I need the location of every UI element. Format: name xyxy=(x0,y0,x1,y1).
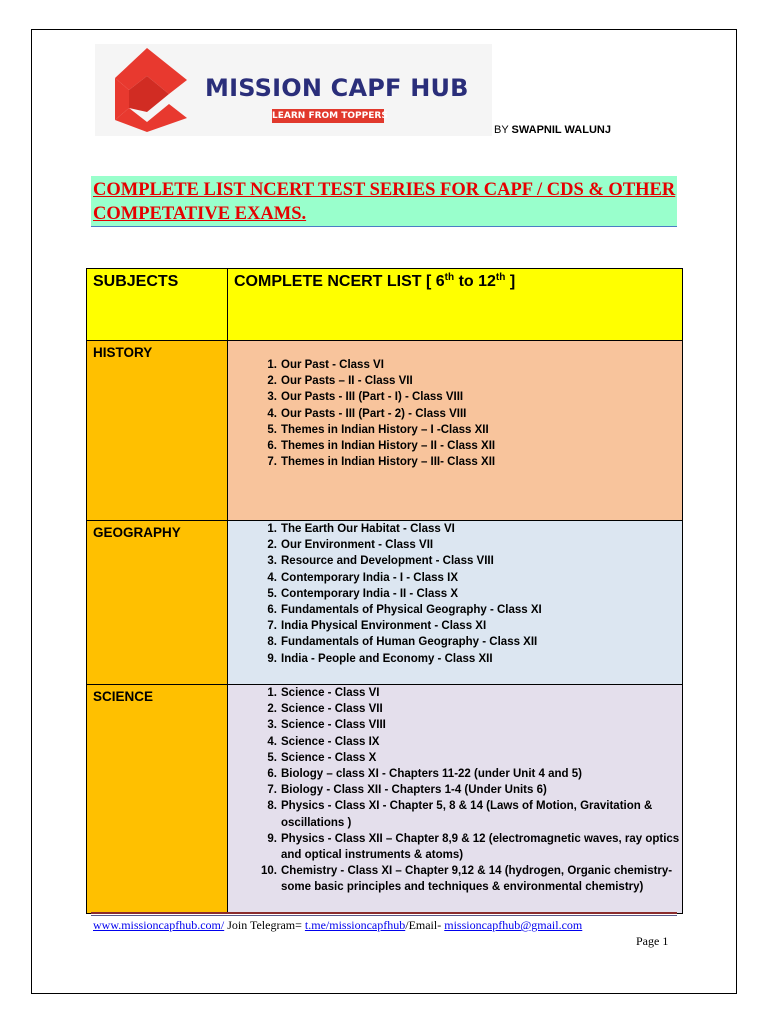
list-cell-history xyxy=(228,341,683,521)
header-list-mid: to 12 xyxy=(454,273,496,290)
list-item: 10. Chemistry - Class XI – Chapter 9,12 & 14 (hydrogen, Organic chemistry-some basic principles and techniques & environmental chemistry) xyxy=(261,865,673,894)
header-list xyxy=(228,269,682,295)
list-item: 5. Science - Class X xyxy=(267,751,377,764)
list-item: 1. The Earth Our Habitat - Class VI xyxy=(267,523,455,535)
list-item: 8. Physics - Class XI - Chapter 5, 8 & 14 (Laws of Motion, Gravitation & oscillations ) xyxy=(267,800,653,829)
subject-geography: GEOGRAPHY xyxy=(93,525,181,540)
footer-divider xyxy=(91,912,677,914)
list-item: 2. Our Environment - Class VII xyxy=(267,539,434,552)
list-item: 2. Science - Class VII xyxy=(267,703,383,716)
table-row-science xyxy=(87,685,683,914)
list-item: 1. Science - Class VI xyxy=(267,687,380,699)
header-sup-2: th xyxy=(495,272,506,283)
list-item: 5. Themes in Indian History – I -Class XII xyxy=(267,423,489,436)
list-item: 7. Themes in Indian History – III- Class XII xyxy=(267,456,496,469)
telegram-link[interactable]: t.me/missioncapfhub xyxy=(304,918,406,932)
document-title: COMPLETE LIST NCERT TEST SERIES FOR CAPF / CDS & OTHER COMPETATIVE EXAMS. xyxy=(93,180,676,224)
list-item: 3. Our Pasts - III (Part - I) - Class VIII xyxy=(267,391,464,404)
list-item: 4. Science - Class IX xyxy=(267,735,380,748)
geography-list xyxy=(228,521,682,667)
logo-mark-icon xyxy=(107,46,189,132)
header-list-suffix: ] xyxy=(505,273,516,290)
header-subjects: SUBJECTS xyxy=(93,273,179,290)
list-item: 4. Contemporary India - I - Class IX xyxy=(267,571,459,584)
header-subjects-cell xyxy=(87,269,228,341)
email-label: /Email- xyxy=(405,918,445,932)
email-link[interactable]: missioncapfhub@gmail.com xyxy=(444,918,583,932)
byline-author: SWAPNIL WALUNJ xyxy=(511,124,611,136)
logo-tagline: LEARN FROM TOPPERS xyxy=(272,111,388,121)
list-item: 6. Fundamentals of Physical Geography - Class XI xyxy=(267,604,542,617)
list-item: 3. Science - Class VIII xyxy=(267,719,386,732)
list-item: 2. Our Pasts – II - Class VII xyxy=(267,375,413,388)
header-list-prefix: COMPLETE NCERT LIST [ 6 xyxy=(234,273,445,290)
page-number: Page 1 xyxy=(636,934,669,948)
mission-capf-hub-logo xyxy=(95,44,492,136)
website-link[interactable]: www.missioncapfhub.com/ xyxy=(93,918,225,932)
ncert-table xyxy=(86,268,683,914)
table-row-history xyxy=(87,341,683,521)
list-cell-science xyxy=(228,685,683,914)
list-item: 7. India Physical Environment - Class XI xyxy=(267,620,487,633)
byline xyxy=(494,124,611,136)
list-item: 7. Biology - Class XII - Chapters 1-4 (Under Units 6) xyxy=(267,784,547,797)
list-item: 5. Contemporary India - II - Class X xyxy=(267,587,459,600)
list-item: 9. Physics - Class XII – Chapter 8,9 & 12 (electromagnetic waves, ray optics and optical instruments & atoms) xyxy=(267,832,680,862)
footer xyxy=(93,918,582,933)
header-list-cell xyxy=(228,269,683,341)
subject-history: HISTORY xyxy=(93,345,153,360)
subject-cell-history xyxy=(87,341,228,521)
title-box xyxy=(91,176,677,227)
list-item: 8. Fundamentals of Human Geography - Class XII xyxy=(267,636,538,649)
byline-prefix: BY xyxy=(494,124,512,136)
list-item: 3. Resource and Development - Class VIII xyxy=(267,555,494,568)
subject-cell-science xyxy=(87,685,228,914)
telegram-label: Join Telegram= xyxy=(224,918,305,932)
header-sup-1: th xyxy=(444,272,455,283)
list-item: 1. Our Past - Class VI xyxy=(267,359,384,371)
history-list xyxy=(228,357,682,470)
science-list xyxy=(228,685,682,896)
subject-cell-geography xyxy=(87,521,228,685)
subject-science: SCIENCE xyxy=(93,689,154,704)
list-item: 9. India - People and Economy - Class XII xyxy=(267,652,493,665)
list-item: 4. Our Pasts - III (Part - 2) - Class VIII xyxy=(267,407,467,420)
table-header-row xyxy=(87,269,683,341)
logo-title: MISSION CAPF HUB xyxy=(205,74,469,102)
footer-divider-thin xyxy=(91,915,677,916)
list-cell-geography xyxy=(228,521,683,685)
list-item: 6. Biology – class XI - Chapters 11-22 (under Unit 4 and 5) xyxy=(267,768,582,781)
list-item: 6. Themes in Indian History – II - Class XII xyxy=(267,440,496,453)
table-row-geography xyxy=(87,521,683,685)
